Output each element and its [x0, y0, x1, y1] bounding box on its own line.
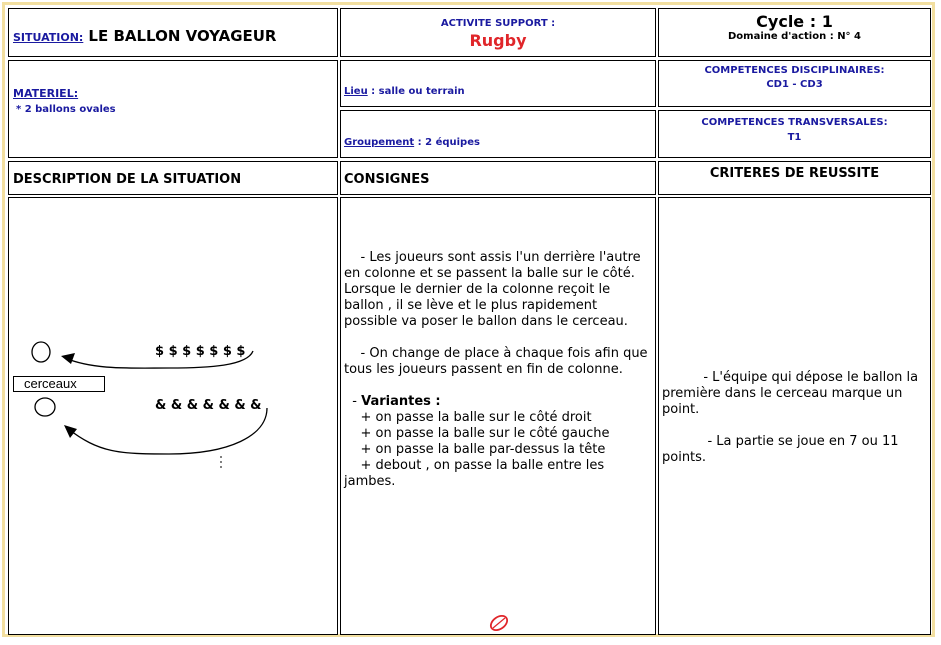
consignes-paragraph-2: - On change de place à chaque fois afin que tous les joueurs passent en fin de colonne. — [344, 346, 652, 377]
competences-transversales-cell — [658, 110, 931, 158]
variante-3: + on passe la balle par-dessus la tête — [344, 442, 606, 457]
arrowhead-bottom-icon — [64, 425, 77, 438]
competences-disciplinaires-cell — [658, 60, 931, 107]
lieu-value: : salle ou terrain — [367, 86, 465, 97]
criteres-header: CRITERES DE REUSSITE — [709, 166, 880, 181]
arrowhead-top-icon — [61, 353, 75, 364]
situation-label: SITUATION: — [13, 31, 84, 44]
variante-1: + on passe la balle sur le côté droit — [344, 410, 592, 425]
activite-label: ACTIVITE SUPPORT : — [440, 18, 556, 29]
variantes-prefix: - — [344, 394, 362, 409]
cycle-cell — [658, 8, 931, 57]
activite-cell — [340, 8, 656, 57]
situation-diagram — [9, 198, 337, 634]
hoop-top-icon — [32, 342, 50, 362]
team-ampersand-row: & & & & & & & — [155, 398, 262, 413]
description-header-cell — [8, 161, 338, 195]
groupement-value: : 2 équipes — [414, 137, 480, 148]
hoop-bottom-icon — [35, 398, 55, 416]
consignes-paragraph-1: - Les joueurs sont assis l'un derrière l'autre en colonne et se passent la balle sur le côté. Lorsque le dernier de la colonne reçoit le ballon , il se lève et le plus rapidement possible va poser le ballon dans le cerceau. — [344, 250, 645, 329]
competences-transversales-label: COMPETENCES TRANSVERSALES: — [701, 117, 888, 128]
variantes-heading — [344, 394, 650, 410]
competences-disciplinaires-label: COMPETENCES DISCIPLINAIRES: — [704, 65, 885, 76]
consignes-cell — [340, 197, 656, 635]
domaine-action: Domaine d'action : N° 4 — [727, 31, 861, 42]
arrow-bottom-icon — [67, 408, 267, 454]
activite-value: Rugby — [469, 31, 527, 50]
criteres-paragraph-1: - L'équipe qui dépose le ballon la première dans le cerceau marque un point. — [662, 370, 923, 417]
variante-4: + debout , on passe la balle entre les jambes. — [344, 458, 609, 489]
description-cell — [8, 197, 338, 635]
variante-2: + on passe la balle sur le côté gauche — [344, 426, 610, 441]
criteres-cell — [658, 197, 931, 635]
criteres-paragraph-2: - La partie se joue en 7 ou 11 points. — [662, 434, 903, 465]
materiel-cell — [8, 60, 338, 158]
criteres-header-cell — [658, 161, 931, 195]
team-dollar-row: $ $ $ $ $ $ $ — [155, 344, 246, 359]
competences-disciplinaires-value: CD1 - CD3 — [766, 79, 823, 90]
materiel-value: * 2 ballons ovales — [16, 104, 116, 115]
consignes-header: CONSIGNES — [344, 172, 430, 187]
description-header: DESCRIPTION DE LA SITUATION — [13, 172, 242, 187]
lieu-label: Lieu — [344, 86, 368, 97]
consignes-header-cell — [340, 161, 656, 195]
cycle-title: Cycle : 1 — [756, 12, 833, 31]
groupement-cell — [340, 110, 656, 158]
cerceaux-label: cerceaux — [13, 376, 105, 392]
groupement-label: Groupement — [344, 137, 415, 148]
rugby-ball-icon — [488, 614, 510, 632]
competences-transversales-value: T1 — [787, 132, 802, 143]
materiel-label: MATERIEL: — [13, 87, 79, 100]
situation-title: LE BALLON VOYAGEUR — [88, 27, 277, 45]
situation-cell — [8, 8, 338, 57]
lieu-cell — [340, 60, 656, 107]
variantes-label: Variantes : — [361, 394, 441, 409]
